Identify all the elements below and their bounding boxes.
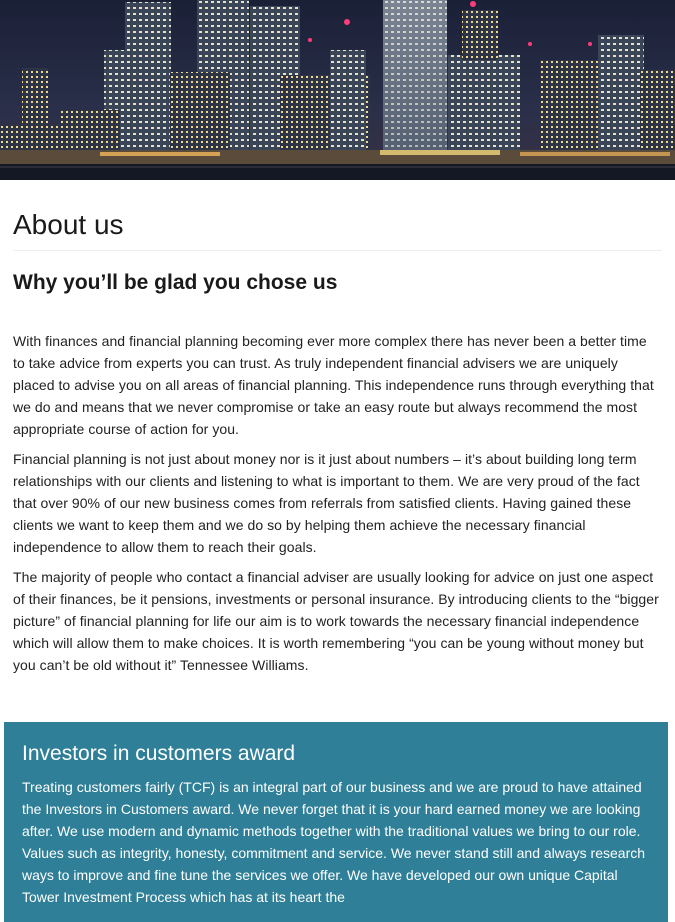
skyline-illustration: [0, 0, 675, 180]
award-text: Treating customers fairly (TCF) is an integral part of our business and we are proud to have attained the Investors in Customers award. We never forget that it is your hard earned money we are looking after. We use modern and dynamic methods together with the traditional values we bring to our role. Values such as integrity, honesty, commitment and service. We never stand still and always research ways to improve and fine tune the services we offer. We have developed our own unique Capital Tower Investment Process which has at its heart the: [22, 779, 646, 905]
award-title: Investors in customers award: [22, 742, 296, 765]
paragraph-relationships: Financial planning is not just about money nor is it just about numbers – it’s about building long term relationships with our clients and listening to what is important to them. We are very proud of the fact that over 90% of our new business comes from referrals from satisfied clients. Having gained these clients we want to keep them and we do so by helping them achieve the necessary financial independence to allow them to reach their goals.: [13, 450, 640, 555]
paragraph-intro: With finances and financial planning becoming ever more complex there has never been a better time to take advice from experts you can trust. As truly independent financial advisers we are uniquely placed to advise you on all areas of financial planning. This independence runs through everything that we do and means that we never compromise or take an easy route but always recommend the most appropriate course of action for you.: [13, 332, 654, 437]
main-content: [0, 180, 675, 676]
section-heading: Why you’ll be glad you chose us: [13, 270, 338, 294]
paragraph-bigger-picture: The majority of people who contact a financial adviser are usually looking for advice on just one aspect of their finances, be it pensions, investments or personal insurance. By introducing clients to the “bigger picture” of financial planning for life our aim is to work towards the necessary financial independence which will allow them to make choices. It is worth remembering “you can be young without money but you can’t be old without it” Tennessee Williams.: [13, 568, 659, 673]
hero-city-skyline-image: [0, 0, 675, 180]
about-paragraphs: [13, 330, 662, 676]
award-panel: [4, 722, 668, 922]
page-title: About us: [13, 180, 662, 251]
